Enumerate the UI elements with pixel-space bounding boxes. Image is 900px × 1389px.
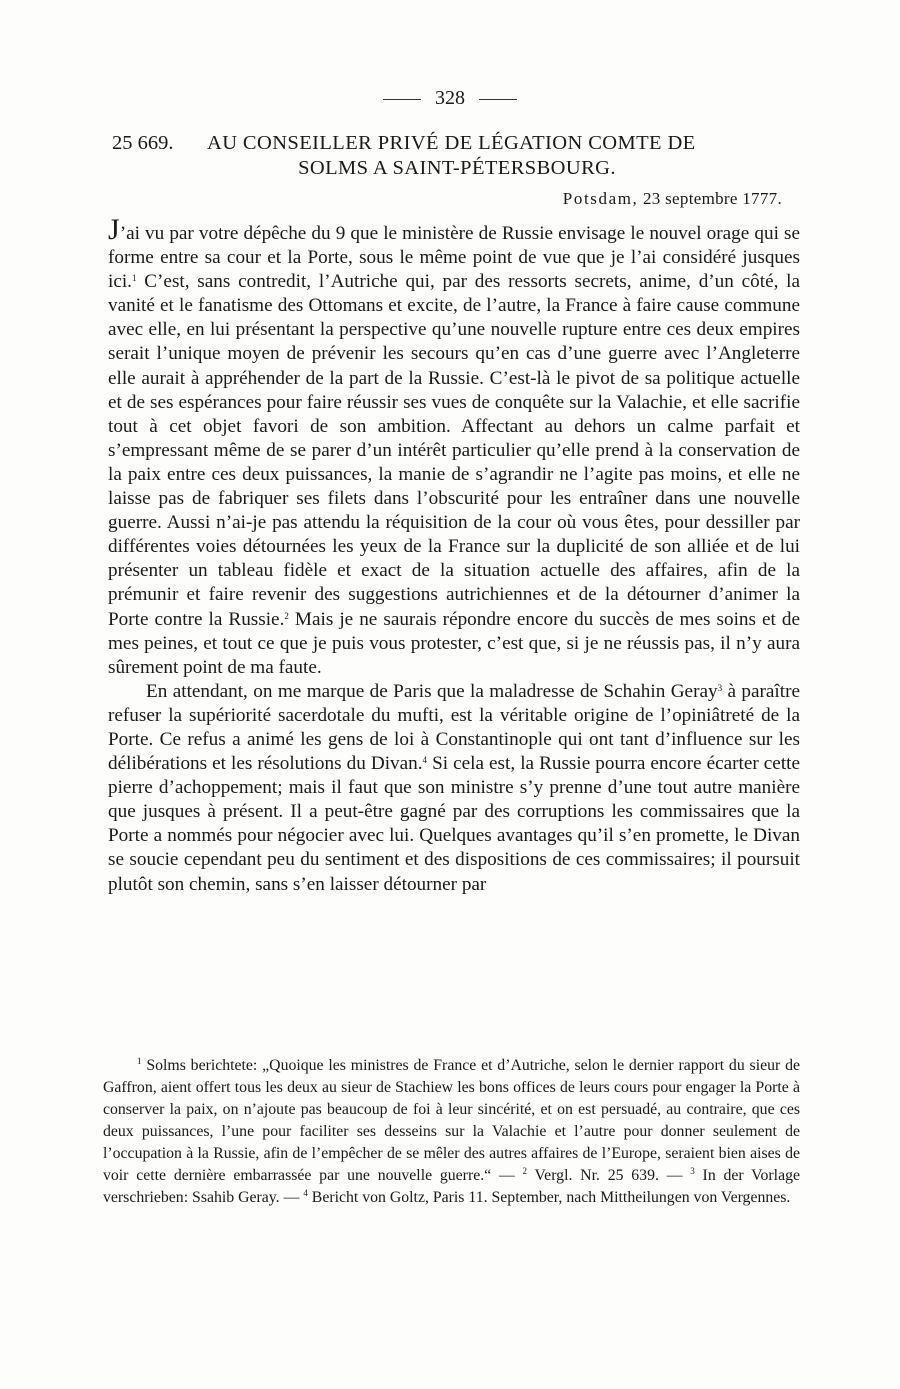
title-line-2: SOLMS A SAINT-PÉTERSBOURG. xyxy=(298,157,616,179)
paragraph-1 xyxy=(108,213,800,680)
footnote-ref-4: 4 xyxy=(422,755,428,766)
paragraph-2-text-b: à paraître refuser la supériorité sacerdotale du mufti, est la véritable origine de l’opiniâtreté de la Porte. Ce refus a animé les gens de loi à Constantinople qui ont tant d’influence sur les délibérations et les résolutions du Divan. xyxy=(108,680,800,775)
letter-number: 25 669. xyxy=(112,132,174,154)
initial-letter: J xyxy=(108,213,120,246)
footnotes xyxy=(103,1055,800,1209)
paragraph-1-text-a: ’ai vu par votre dépêche du 9 que le ministère de Russie envisage le nouvel orage qui se forme entre sa cour et la Porte, sous le même point de vue que je l’ai considéré jusques ici. xyxy=(108,223,800,293)
dateline-place: Potsdam, xyxy=(562,189,639,208)
paragraph-2 xyxy=(108,680,800,897)
footnote-block xyxy=(103,1055,800,1209)
footnote-4-text: Bericht von Goltz, Paris 11. September, nach Mittheilungen von Vergennes. xyxy=(307,1189,791,1206)
title-line-1: AU CONSEILLER PRIVÉ DE LÉGATION COMTE DE xyxy=(207,132,696,154)
paragraph-1-text-c: Mais je ne saurais répondre encore du succès de mes soins et de mes peines, et tout ce que je puis vous protester, c’est que, si je ne réussis pas, il n’y aura sûrement point de ma faute. xyxy=(108,608,800,678)
paragraph-2-text-a: En attendant, on me marque de Paris que la maladresse de Schahin Geray xyxy=(146,680,718,702)
dateline-date: 23 septembre 1777. xyxy=(642,189,782,208)
dateline xyxy=(563,188,782,210)
header-rule-left xyxy=(383,99,421,100)
footnote-ref-2: 2 xyxy=(284,610,289,621)
footnote-mark-1: 1 xyxy=(137,1056,142,1066)
paragraph-2-text-c: Si cela est, la Russie pourra encore écarter cette pierre d’achoppement; mais il faut que son ministre s’y prenne d’une tout autre manière que jusques à présent. Il a peut-être gagné par des corruptions les commissaires que la Porte a nommés pour négocier avec lui. Quelques avantages qu’il s’en promette, le Divan se soucie cependant peu du sentiment et des dispositions de ces commissaires; il poursuit plutôt son chemin, sans s’en laisser détourner par xyxy=(108,753,800,895)
footnote-1-text: Solms berichtete: „Quoique les ministres de France et d’Autriche, selon le dernier rapport du sieur de Gaffron, aient offert tous les deux au sieur de Stachiew les bons offices de leurs cours pour engager la Porte à conserver la paix, on n’ajoute pas beaucoup de foi à leur sincérité, et on est persuadé, au contraire, que ces deux puissances, l’une pour faciliter ses desseins sur la Valachie et l’autre pour donner seulement de l’occupation à la Russie, afin de l’empêcher de se mêler des autres affaires de l’Europe, seraient bien aises de voir cette dernière embarrassée par une nouvelle guerre.“ — xyxy=(103,1057,800,1184)
footnote-mark-3: 3 xyxy=(690,1166,695,1176)
footnote-2-text: Vergl. Nr. 25 639. — xyxy=(527,1167,691,1184)
footnote-mark-4: 4 xyxy=(303,1188,308,1198)
footnote-3-text: In der Vorlage verschrieben: Ssahib Geray. — xyxy=(103,1167,800,1206)
footnote-ref-1: 1 xyxy=(131,273,137,284)
page-header xyxy=(0,84,900,112)
footnote-mark-2: 2 xyxy=(522,1166,528,1176)
header-rule-right xyxy=(479,99,517,100)
paragraph-1-text-b: C’est, sans contredit, l’Autriche qui, par des ressorts secrets, anime, d’un côté, la vanité et le fanatisme des Ottomans et excite, de l’autre, la France à faire cause commune avec elle, en lui présentant la perspective qu’une nouvelle rupture entre ces deux empires serait l’unique moyen de prévenir les secours qu’en cas d’une guerre avec l’Angleterre elle aurait à appréhender de la part de la Russie. C’est-là le pivot de sa politique actuelle et de ses espérances pour faire réussir ses vues de conquête sur la Valachie, et elle sacrifie tout à cet objet favori de son ambition. Affectant au dehors un calme parfait et s’empressant même de se parer d’un intérêt particulier qu’elle prend à la conservation de la paix entre ces deux puissances, la manie de s’agrandir ne l’agite pas moins, et elle ne laisse pas de fabriquer ses filets dans l’obscurité pour les entraîner dans une nouvelle guerre. Aussi n’ai-je pas attendu la réquisition de la cour où vous êtes, pour dessiller par différentes voies détournées les yeux de la France sur la duplicité de son alliée et de lui présenter un tableau fidèle et exact de la situation actuelle des affaires, afin de la prémunir et faire revenir des suggestions autrichiennes et de la détourner d’animer la Porte contre la Russie. xyxy=(108,271,800,630)
footnote-ref-3: 3 xyxy=(717,682,723,693)
letter-body xyxy=(108,213,800,897)
page-number: 328 xyxy=(435,87,465,109)
